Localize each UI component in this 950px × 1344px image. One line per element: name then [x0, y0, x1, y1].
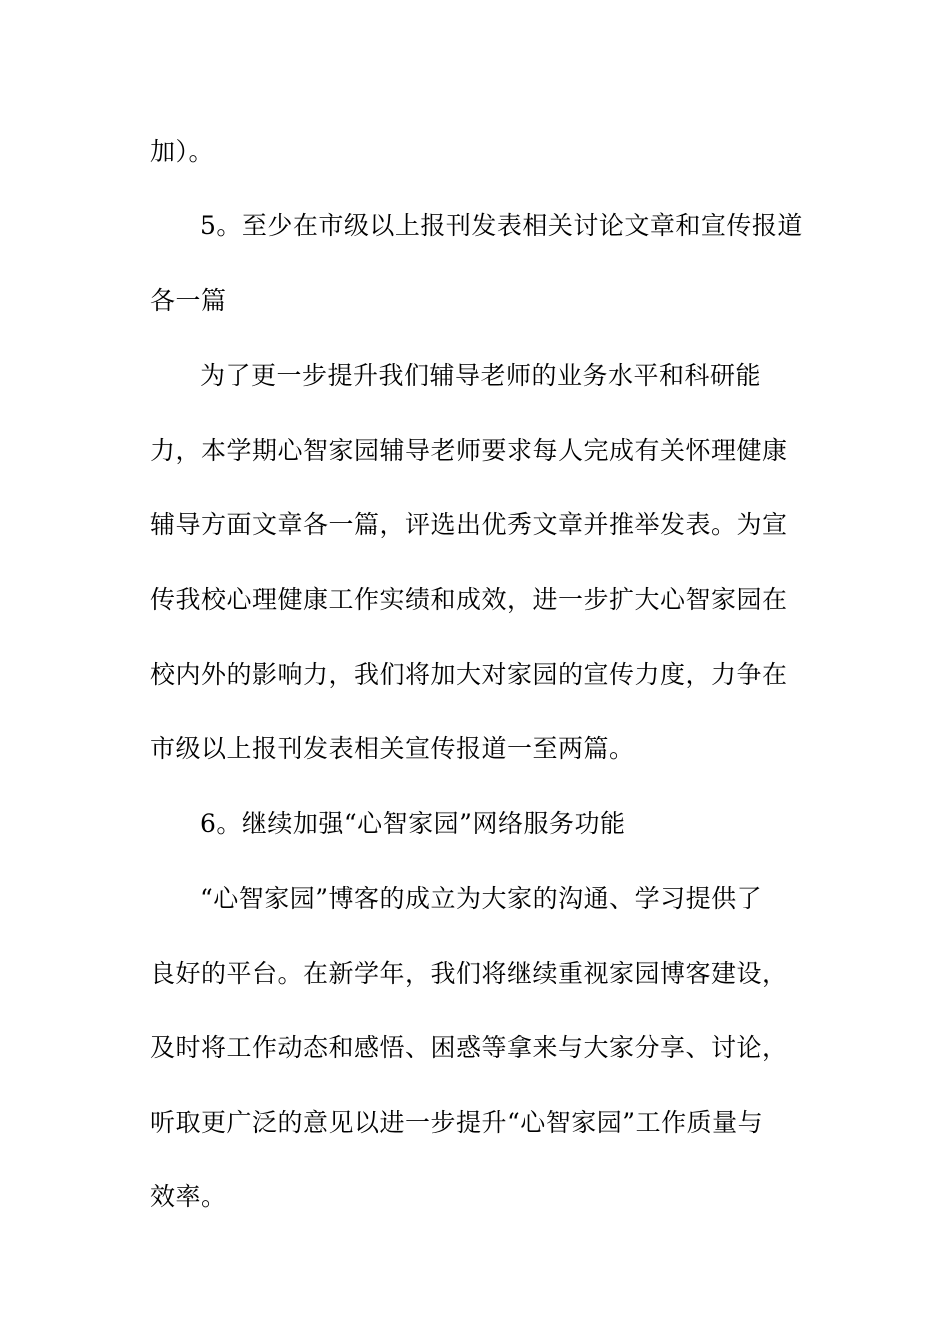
paragraph-line-12: 良好的平台。在新学年，我们将继续重视家园博客建设，: [150, 959, 788, 988]
paragraph-line-9: 市级以上报刊发表相关宣传报道一至两篇。: [150, 734, 635, 763]
section-heading-6: 6。继续加强“心智家园”网络服务功能: [200, 809, 626, 838]
paragraph-line-7: 传我校心理健康工作实绩和成效，进一步扩大心智家园在: [150, 585, 788, 614]
paragraph-line-6: 辅导方面文章各一篇，评选出优秀文章并推举发表。为宣: [150, 510, 788, 539]
paragraph-line-8: 校内外的影响力，我们将加大对家园的宣传力度，力争在: [150, 660, 788, 689]
paragraph-line-14: 听取更广泛的意见以进一步提升“心智家园”工作质量与: [150, 1108, 764, 1137]
paragraph-line-15: 效率。: [150, 1182, 227, 1211]
paragraph-line-4: 为了更一步提升我们辅导老师的业务水平和科研能: [200, 361, 762, 390]
text-line-1: 加）。: [150, 137, 215, 166]
paragraph-line-5: 力，本学期心智家园辅导老师要求每人完成有关怀理健康: [150, 436, 788, 465]
section-heading-5: 5。至少在市级以上报刊发表相关讨论文章和宣传报道: [200, 211, 803, 240]
text-line-3: 各一篇: [150, 286, 227, 315]
paragraph-line-11: “心智家园”博客的成立为大家的沟通、学习提供了: [200, 884, 763, 913]
paragraph-line-13: 及时将工作动态和感悟、困惑等拿来与大家分享、讨论，: [150, 1033, 788, 1062]
